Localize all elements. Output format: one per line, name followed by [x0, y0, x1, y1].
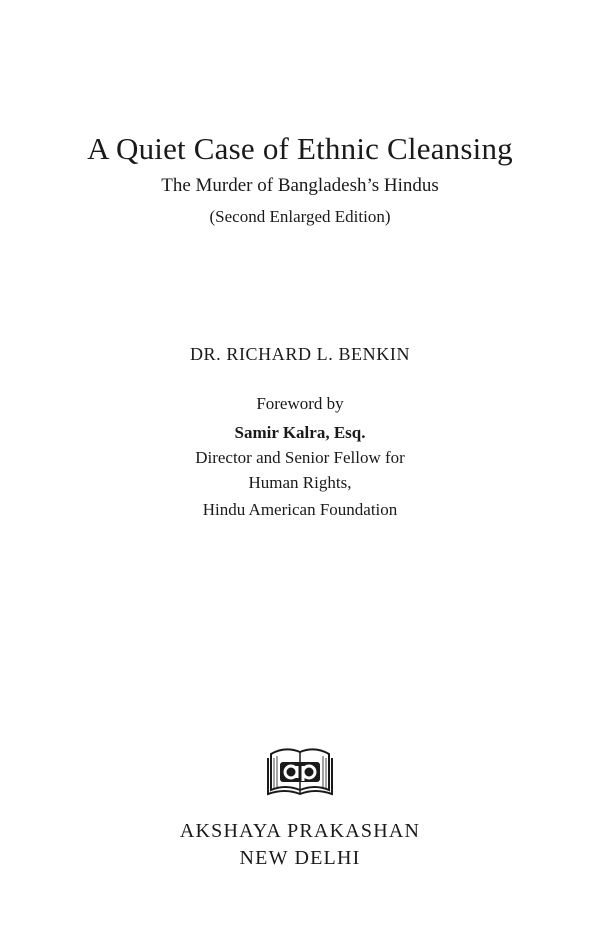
author-name: DR. RICHARD L. BENKIN [189, 344, 411, 364]
book-edition: (Second Enlarged Edition) [209, 207, 391, 226]
foreword-author-name: Samir Kalra, Esq. [234, 423, 366, 442]
foreword-author-role-line1: Director and Senior Fellow for [195, 448, 405, 467]
foreword-author-role-line2: Human Rights, [248, 473, 352, 492]
publisher-city: NEW DELHI [239, 847, 361, 869]
foreword-label: Foreword by [256, 394, 344, 413]
book-title: A Quiet Case of Ethnic Cleansing [87, 131, 513, 166]
publisher-name: AKSHAYA PRAKASHAN [179, 820, 421, 842]
open-book-ap-logo-icon [265, 740, 335, 798]
book-subtitle: The Murder of Bangladesh’s Hindus [161, 175, 439, 196]
foreword-author-organization: Hindu American Foundation [202, 500, 398, 519]
